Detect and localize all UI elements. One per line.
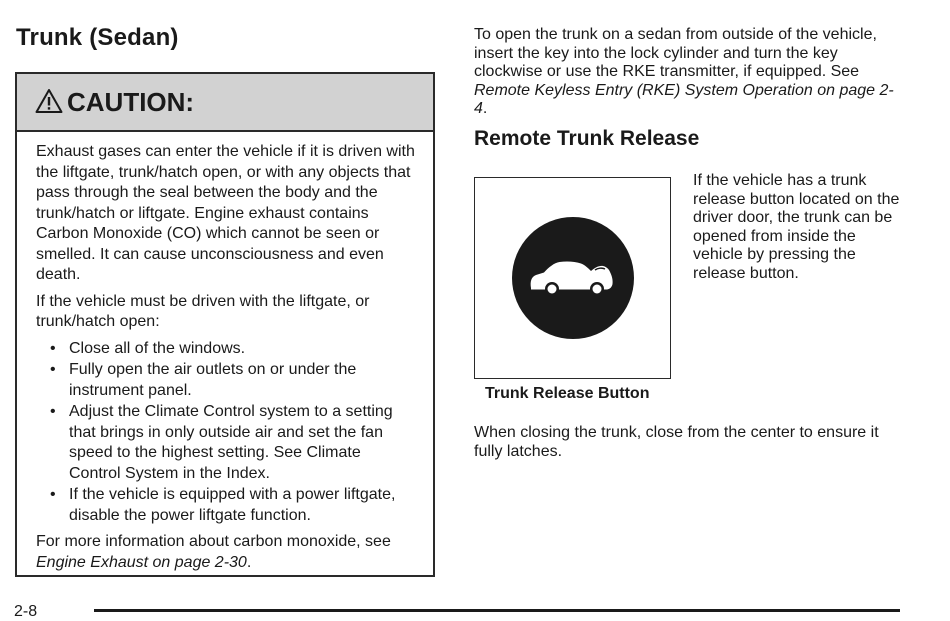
caution-paragraph: Exhaust gases can enter the vehicle if it is driven with the liftgate, trunk/hatch open, or with any objects that pass through the seal between the body and the trunk/hatch or liftgate. Engine exhaust contains Carbon Monoxide (CO) which cannot be seen or smelled. It can cause unconsciousness and even death. <box>36 143 415 283</box>
bullet-marker: • <box>50 403 56 420</box>
footer-divider <box>94 609 900 612</box>
caution-box <box>15 72 435 577</box>
caution-bullet-list <box>36 339 415 527</box>
caution-header <box>17 74 433 132</box>
bullet-marker: • <box>50 361 56 378</box>
page-title: Trunk (Sedan) <box>16 24 179 51</box>
bullet-text: If the vehicle is equipped with a power liftgate, disable the power liftgate function. <box>69 486 396 524</box>
trunk-release-figure <box>474 177 671 379</box>
closing-instructions: When closing the trunk, close from the center to ensure it fully latches. <box>474 424 879 460</box>
engine-exhaust-link[interactable]: Engine Exhaust on page 2-30 <box>36 553 247 571</box>
caution-heading: CAUTION: <box>67 86 195 117</box>
caution-footer-end: . <box>246 553 252 571</box>
figure-caption: Trunk Release Button <box>485 385 650 402</box>
bullet-text: Close all of the windows. <box>69 339 246 357</box>
section-heading: Remote Trunk Release <box>474 127 700 150</box>
caution-paragraph: If the vehicle must be driven with the liftgate, or trunk/hatch open: <box>36 292 370 330</box>
intro-text: To open the trunk on a sedan from outside of the vehicle, insert the key into the lock cylinder and turn the key clockwise or use the RKE transmitter, if equipped. See <box>474 26 877 80</box>
bullet-text: Adjust the Climate Control system to a setting that brings in only outside air and set the fan speed to the highest setting. See Climate Control System in the Index. <box>69 403 393 482</box>
trunk-release-description: If the vehicle has a trunk release button located on the driver door, the trunk can be opened from inside the vehicle by pressing the release button. <box>693 172 900 282</box>
trunk-release-icon <box>511 216 635 340</box>
caution-footer-text: For more information about carbon monoxide, see <box>36 533 391 550</box>
caution-footer <box>36 532 415 573</box>
list-item <box>50 360 415 401</box>
list-item <box>50 485 415 526</box>
trunk-intro-text <box>474 26 904 119</box>
list-item <box>50 402 415 484</box>
rke-reference-link[interactable]: Remote Keyless Entry (RKE) System Operation on page 2-4 <box>474 81 894 117</box>
bullet-marker: • <box>50 486 56 503</box>
warning-triangle-icon <box>35 88 63 114</box>
bullet-marker: • <box>50 339 56 357</box>
page-number: 2-8 <box>14 603 38 620</box>
bullet-text: Fully open the air outlets on or under the instrument panel. <box>69 361 357 399</box>
caution-body <box>17 132 433 573</box>
intro-end: . <box>482 100 488 117</box>
list-item <box>50 339 415 360</box>
